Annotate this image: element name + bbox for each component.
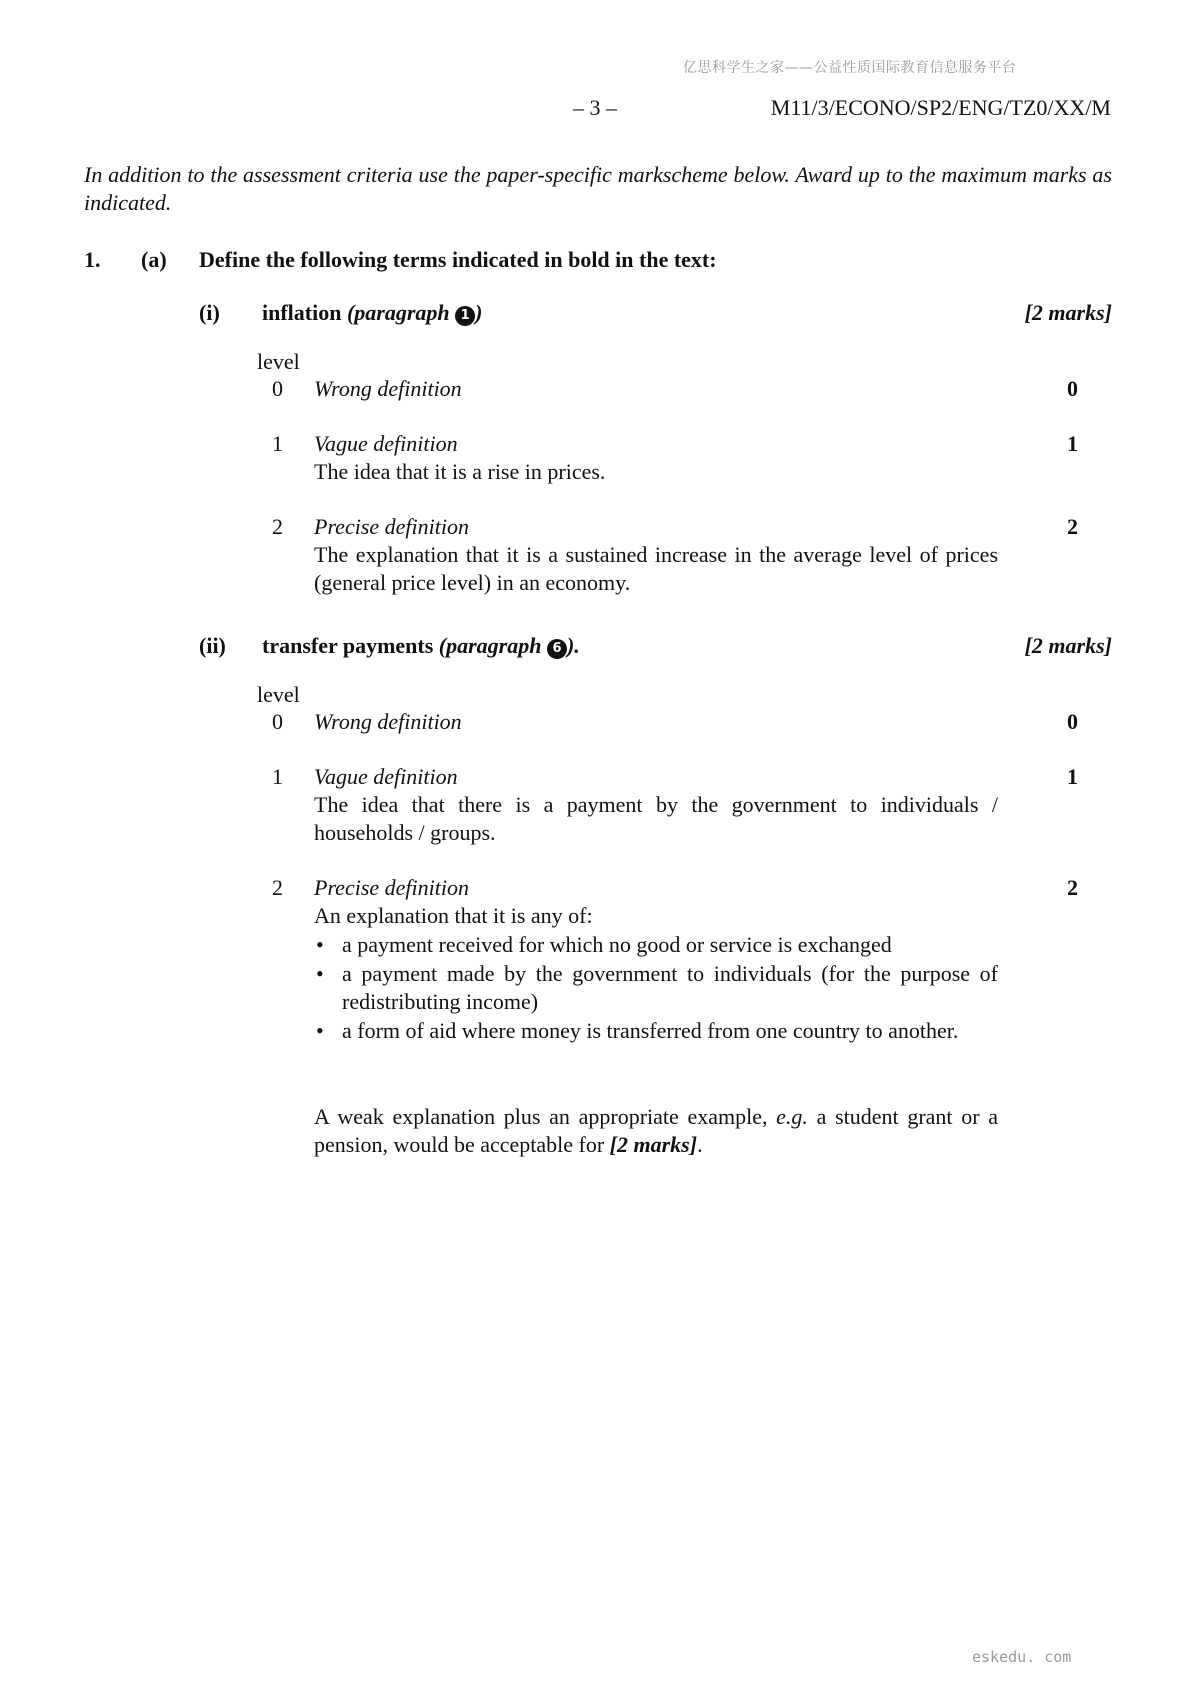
subquestion-marks-ii: [2 marks] [1024, 633, 1112, 658]
note-text: . [697, 1132, 703, 1157]
level-title: Precise definition [314, 875, 469, 900]
note-text: A weak explanation plus an appropriate example, [314, 1104, 777, 1129]
paragraph-ref-close: ). [566, 633, 580, 658]
list-item: • a payment received for which no good or service is exchanged [314, 931, 998, 959]
paragraph-number-icon: 6 [547, 639, 567, 659]
level-mark: 2 [1067, 514, 1078, 539]
level-header: level [257, 682, 300, 707]
question-part: (a) [141, 247, 167, 272]
level-description: The explanation that it is a sustained increase in the average level of prices (general price level) in an economy. [314, 542, 998, 595]
watermark-top: 亿思科学生之家——公益性质国际教育信息服务平台 [683, 60, 1017, 76]
level-mark: 1 [1067, 764, 1078, 789]
level-title: Wrong definition [314, 376, 462, 401]
paragraph-ref: (paragraph [438, 633, 542, 658]
paragraph-ref: (paragraph [346, 300, 450, 325]
subquestion-term-ii [262, 632, 580, 660]
level-description: The idea that there is a payment by the government to individuals / households / groups. [314, 792, 998, 845]
level-mark: 0 [1067, 709, 1078, 734]
watermark-bottom: eskedu. com [972, 1648, 1072, 1666]
paragraph-ref-close: ) [475, 300, 483, 325]
level-number: 1 [272, 431, 283, 456]
subquestion-marks-i: [2 marks] [1024, 300, 1112, 325]
level-title: Wrong definition [314, 709, 462, 734]
paragraph-number-icon: 1 [455, 306, 475, 326]
level-number: 0 [272, 709, 283, 734]
term-transfer-payments: transfer payments [262, 633, 434, 658]
level-number: 2 [272, 514, 283, 539]
note-marks: [2 marks] [609, 1132, 698, 1157]
question-number: 1. [84, 247, 101, 272]
list-item: • a payment made by the government to individuals (for the purpose of redistributing income) [314, 960, 998, 1016]
level-mark: 0 [1067, 376, 1078, 401]
level-title: Vague definition [314, 764, 458, 789]
definition-bullet-list [314, 931, 998, 1046]
level-description: An explanation that it is any of: [314, 903, 593, 928]
level-mark: 1 [1067, 431, 1078, 456]
document-code: M11/3/ECONO/SP2/ENG/TZ0/XX/M [770, 95, 1111, 120]
subquestion-label-i: (i) [199, 300, 220, 325]
intro-instructions: In addition to the assessment criteria use the paper-specific markscheme below. Award up to the maximum marks as indicated. [84, 162, 1112, 215]
note-text: a student grant or a pension, would be acceptable for [314, 1104, 998, 1157]
note-eg: e.g. [776, 1104, 808, 1129]
level-number: 0 [272, 376, 283, 401]
subquestion-label-ii: (ii) [199, 633, 226, 658]
level-title: Vague definition [314, 431, 458, 456]
marking-note [314, 1103, 998, 1159]
level-number: 1 [272, 764, 283, 789]
question-text: Define the following terms indicated in bold in the text: [199, 247, 717, 272]
level-description: The idea that it is a rise in prices. [314, 459, 606, 484]
level-title: Precise definition [314, 514, 469, 539]
level-mark: 2 [1067, 875, 1078, 900]
list-item: • a form of aid where money is transferred from one country to another. [314, 1017, 998, 1045]
subquestion-term-i [262, 299, 482, 327]
page-number: – 3 – [573, 95, 617, 120]
level-header: level [257, 349, 300, 374]
term-inflation: inflation [262, 300, 342, 325]
level-number: 2 [272, 875, 283, 900]
